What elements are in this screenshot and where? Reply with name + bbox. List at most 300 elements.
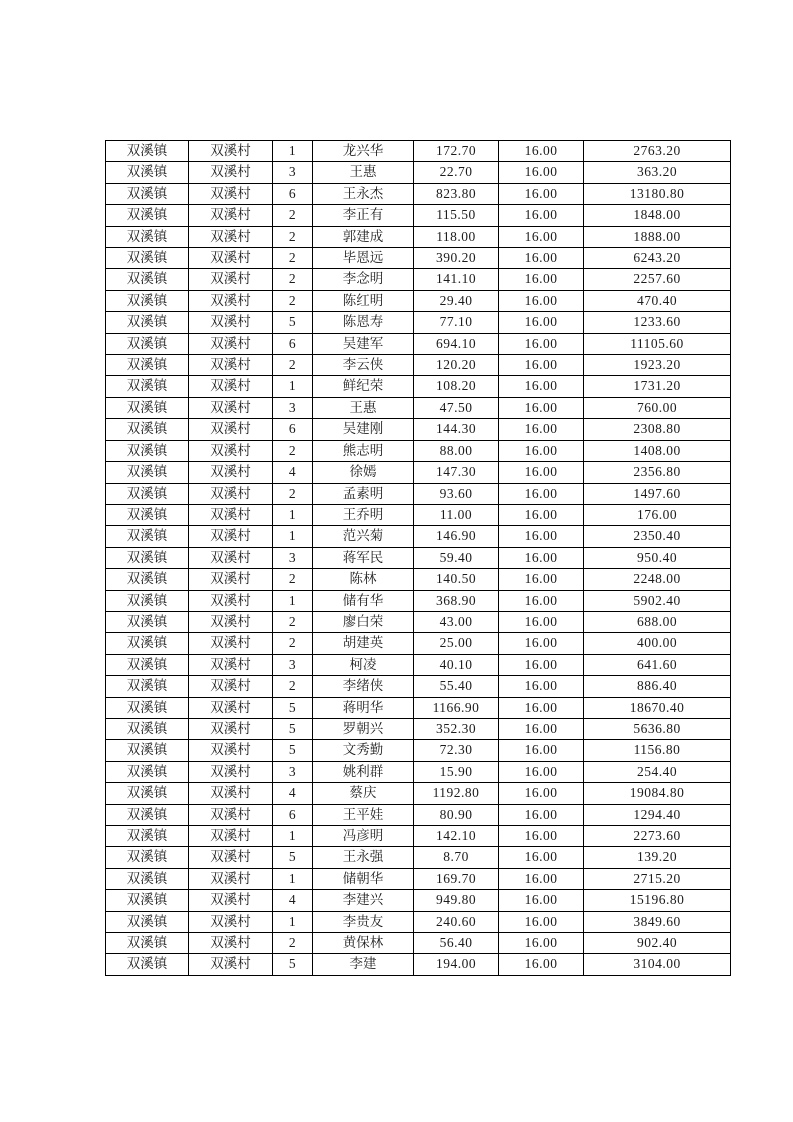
amount-cell: 169.70 xyxy=(414,868,499,889)
village-cell: 双溪村 xyxy=(189,248,273,269)
rate-cell: 16.00 xyxy=(499,526,584,547)
group-cell: 1 xyxy=(273,911,313,932)
town-cell: 双溪镇 xyxy=(106,462,189,483)
rate-cell: 16.00 xyxy=(499,654,584,675)
town-cell: 双溪镇 xyxy=(106,183,189,204)
total-cell: 2248.00 xyxy=(584,569,731,590)
table-row xyxy=(106,569,731,590)
group-cell: 2 xyxy=(273,611,313,632)
amount-cell: 146.90 xyxy=(414,526,499,547)
amount-cell: 240.60 xyxy=(414,911,499,932)
table-row xyxy=(106,697,731,718)
amount-cell: 29.40 xyxy=(414,290,499,311)
group-cell: 3 xyxy=(273,761,313,782)
name-cell: 王永强 xyxy=(313,847,414,868)
rate-cell: 16.00 xyxy=(499,676,584,697)
group-cell: 4 xyxy=(273,783,313,804)
amount-cell: 72.30 xyxy=(414,740,499,761)
amount-cell: 25.00 xyxy=(414,633,499,654)
village-cell: 双溪村 xyxy=(189,376,273,397)
rate-cell: 16.00 xyxy=(499,868,584,889)
table-row xyxy=(106,761,731,782)
village-cell: 双溪村 xyxy=(189,847,273,868)
group-cell: 1 xyxy=(273,526,313,547)
total-cell: 2763.20 xyxy=(584,141,731,162)
group-cell: 2 xyxy=(273,248,313,269)
village-cell: 双溪村 xyxy=(189,162,273,183)
town-cell: 双溪镇 xyxy=(106,333,189,354)
table-row xyxy=(106,783,731,804)
table-row xyxy=(106,162,731,183)
table-row xyxy=(106,547,731,568)
town-cell: 双溪镇 xyxy=(106,483,189,504)
village-cell: 双溪村 xyxy=(189,290,273,311)
village-cell: 双溪村 xyxy=(189,141,273,162)
group-cell: 5 xyxy=(273,697,313,718)
total-cell: 1848.00 xyxy=(584,205,731,226)
group-cell: 1 xyxy=(273,141,313,162)
town-cell: 双溪镇 xyxy=(106,740,189,761)
amount-cell: 147.30 xyxy=(414,462,499,483)
group-cell: 6 xyxy=(273,333,313,354)
name-cell: 郭建成 xyxy=(313,226,414,247)
total-cell: 363.20 xyxy=(584,162,731,183)
rate-cell: 16.00 xyxy=(499,569,584,590)
name-cell: 王平娃 xyxy=(313,804,414,825)
total-cell: 3849.60 xyxy=(584,911,731,932)
table-row xyxy=(106,718,731,739)
amount-cell: 352.30 xyxy=(414,718,499,739)
village-cell: 双溪村 xyxy=(189,611,273,632)
total-cell: 1497.60 xyxy=(584,483,731,504)
name-cell: 陈恩寿 xyxy=(313,312,414,333)
town-cell: 双溪镇 xyxy=(106,205,189,226)
amount-cell: 390.20 xyxy=(414,248,499,269)
total-cell: 950.40 xyxy=(584,547,731,568)
table-row xyxy=(106,740,731,761)
group-cell: 2 xyxy=(273,569,313,590)
town-cell: 双溪镇 xyxy=(106,590,189,611)
village-cell: 双溪村 xyxy=(189,761,273,782)
total-cell: 2715.20 xyxy=(584,868,731,889)
total-cell: 400.00 xyxy=(584,633,731,654)
rate-cell: 16.00 xyxy=(499,141,584,162)
name-cell: 孟素明 xyxy=(313,483,414,504)
name-cell: 黄保林 xyxy=(313,933,414,954)
town-cell: 双溪镇 xyxy=(106,718,189,739)
total-cell: 641.60 xyxy=(584,654,731,675)
rate-cell: 16.00 xyxy=(499,483,584,504)
village-cell: 双溪村 xyxy=(189,868,273,889)
name-cell: 吴建刚 xyxy=(313,419,414,440)
town-cell: 双溪镇 xyxy=(106,633,189,654)
table-row xyxy=(106,248,731,269)
name-cell: 王惠 xyxy=(313,162,414,183)
name-cell: 徐嫣 xyxy=(313,462,414,483)
table-row xyxy=(106,355,731,376)
table-row xyxy=(106,440,731,461)
group-cell: 1 xyxy=(273,868,313,889)
name-cell: 熊志明 xyxy=(313,440,414,461)
name-cell: 李贵友 xyxy=(313,911,414,932)
rate-cell: 16.00 xyxy=(499,783,584,804)
name-cell: 龙兴华 xyxy=(313,141,414,162)
group-cell: 4 xyxy=(273,462,313,483)
amount-cell: 141.10 xyxy=(414,269,499,290)
town-cell: 双溪镇 xyxy=(106,761,189,782)
town-cell: 双溪镇 xyxy=(106,547,189,568)
group-cell: 1 xyxy=(273,590,313,611)
name-cell: 李绪侠 xyxy=(313,676,414,697)
amount-cell: 77.10 xyxy=(414,312,499,333)
group-cell: 2 xyxy=(273,290,313,311)
village-cell: 双溪村 xyxy=(189,483,273,504)
town-cell: 双溪镇 xyxy=(106,290,189,311)
table-row xyxy=(106,804,731,825)
village-cell: 双溪村 xyxy=(189,826,273,847)
town-cell: 双溪镇 xyxy=(106,504,189,525)
table-row xyxy=(106,141,731,162)
amount-cell: 11.00 xyxy=(414,504,499,525)
table-row xyxy=(106,462,731,483)
table-row xyxy=(106,526,731,547)
total-cell: 1888.00 xyxy=(584,226,731,247)
table-row xyxy=(106,890,731,911)
name-cell: 毕恩远 xyxy=(313,248,414,269)
village-cell: 双溪村 xyxy=(189,504,273,525)
amount-cell: 120.20 xyxy=(414,355,499,376)
amount-cell: 88.00 xyxy=(414,440,499,461)
total-cell: 2257.60 xyxy=(584,269,731,290)
group-cell: 2 xyxy=(273,933,313,954)
amount-cell: 8.70 xyxy=(414,847,499,868)
rate-cell: 16.00 xyxy=(499,826,584,847)
amount-cell: 144.30 xyxy=(414,419,499,440)
group-cell: 2 xyxy=(273,205,313,226)
group-cell: 3 xyxy=(273,654,313,675)
name-cell: 陈红明 xyxy=(313,290,414,311)
name-cell: 蒋明华 xyxy=(313,697,414,718)
amount-cell: 115.50 xyxy=(414,205,499,226)
village-cell: 双溪村 xyxy=(189,183,273,204)
name-cell: 王惠 xyxy=(313,397,414,418)
name-cell: 李建 xyxy=(313,954,414,975)
name-cell: 冯彦明 xyxy=(313,826,414,847)
amount-cell: 80.90 xyxy=(414,804,499,825)
town-cell: 双溪镇 xyxy=(106,697,189,718)
rate-cell: 16.00 xyxy=(499,804,584,825)
table-row xyxy=(106,911,731,932)
group-cell: 1 xyxy=(273,826,313,847)
rate-cell: 16.00 xyxy=(499,162,584,183)
amount-cell: 1166.90 xyxy=(414,697,499,718)
rate-cell: 16.00 xyxy=(499,248,584,269)
name-cell: 李建兴 xyxy=(313,890,414,911)
group-cell: 5 xyxy=(273,312,313,333)
rate-cell: 16.00 xyxy=(499,697,584,718)
total-cell: 1156.80 xyxy=(584,740,731,761)
town-cell: 双溪镇 xyxy=(106,419,189,440)
total-cell: 18670.40 xyxy=(584,697,731,718)
table-row xyxy=(106,504,731,525)
amount-cell: 142.10 xyxy=(414,826,499,847)
total-cell: 3104.00 xyxy=(584,954,731,975)
amount-cell: 47.50 xyxy=(414,397,499,418)
amount-cell: 40.10 xyxy=(414,654,499,675)
group-cell: 5 xyxy=(273,954,313,975)
table-row xyxy=(106,847,731,868)
amount-cell: 694.10 xyxy=(414,333,499,354)
town-cell: 双溪镇 xyxy=(106,654,189,675)
table-row xyxy=(106,419,731,440)
rate-cell: 16.00 xyxy=(499,226,584,247)
rate-cell: 16.00 xyxy=(499,290,584,311)
village-cell: 双溪村 xyxy=(189,954,273,975)
town-cell: 双溪镇 xyxy=(106,890,189,911)
village-cell: 双溪村 xyxy=(189,547,273,568)
rate-cell: 16.00 xyxy=(499,333,584,354)
total-cell: 1233.60 xyxy=(584,312,731,333)
total-cell: 1294.40 xyxy=(584,804,731,825)
village-cell: 双溪村 xyxy=(189,740,273,761)
village-cell: 双溪村 xyxy=(189,890,273,911)
group-cell: 5 xyxy=(273,718,313,739)
group-cell: 2 xyxy=(273,269,313,290)
rate-cell: 16.00 xyxy=(499,718,584,739)
village-cell: 双溪村 xyxy=(189,718,273,739)
rate-cell: 16.00 xyxy=(499,504,584,525)
amount-cell: 108.20 xyxy=(414,376,499,397)
total-cell: 176.00 xyxy=(584,504,731,525)
group-cell: 2 xyxy=(273,355,313,376)
table-row xyxy=(106,290,731,311)
rate-cell: 16.00 xyxy=(499,462,584,483)
table-row xyxy=(106,611,731,632)
village-cell: 双溪村 xyxy=(189,933,273,954)
total-cell: 470.40 xyxy=(584,290,731,311)
group-cell: 1 xyxy=(273,504,313,525)
town-cell: 双溪镇 xyxy=(106,397,189,418)
total-cell: 13180.80 xyxy=(584,183,731,204)
total-cell: 254.40 xyxy=(584,761,731,782)
amount-cell: 949.80 xyxy=(414,890,499,911)
amount-cell: 22.70 xyxy=(414,162,499,183)
table-row xyxy=(106,269,731,290)
group-cell: 3 xyxy=(273,547,313,568)
group-cell: 2 xyxy=(273,226,313,247)
name-cell: 蔡庆 xyxy=(313,783,414,804)
town-cell: 双溪镇 xyxy=(106,676,189,697)
total-cell: 2273.60 xyxy=(584,826,731,847)
name-cell: 李念明 xyxy=(313,269,414,290)
town-cell: 双溪镇 xyxy=(106,355,189,376)
table-row xyxy=(106,654,731,675)
name-cell: 李云侠 xyxy=(313,355,414,376)
total-cell: 1731.20 xyxy=(584,376,731,397)
table-row xyxy=(106,397,731,418)
total-cell: 688.00 xyxy=(584,611,731,632)
table-row xyxy=(106,633,731,654)
rate-cell: 16.00 xyxy=(499,547,584,568)
rate-cell: 16.00 xyxy=(499,911,584,932)
town-cell: 双溪镇 xyxy=(106,933,189,954)
town-cell: 双溪镇 xyxy=(106,783,189,804)
group-cell: 6 xyxy=(273,804,313,825)
total-cell: 11105.60 xyxy=(584,333,731,354)
village-cell: 双溪村 xyxy=(189,654,273,675)
rate-cell: 16.00 xyxy=(499,611,584,632)
village-cell: 双溪村 xyxy=(189,269,273,290)
rate-cell: 16.00 xyxy=(499,312,584,333)
amount-cell: 93.60 xyxy=(414,483,499,504)
table-row xyxy=(106,205,731,226)
town-cell: 双溪镇 xyxy=(106,847,189,868)
amount-cell: 368.90 xyxy=(414,590,499,611)
rate-cell: 16.00 xyxy=(499,376,584,397)
amount-cell: 56.40 xyxy=(414,933,499,954)
village-cell: 双溪村 xyxy=(189,333,273,354)
group-cell: 2 xyxy=(273,483,313,504)
rate-cell: 16.00 xyxy=(499,740,584,761)
village-cell: 双溪村 xyxy=(189,419,273,440)
village-cell: 双溪村 xyxy=(189,226,273,247)
amount-cell: 59.40 xyxy=(414,547,499,568)
rate-cell: 16.00 xyxy=(499,397,584,418)
total-cell: 902.40 xyxy=(584,933,731,954)
village-cell: 双溪村 xyxy=(189,205,273,226)
total-cell: 6243.20 xyxy=(584,248,731,269)
amount-cell: 140.50 xyxy=(414,569,499,590)
town-cell: 双溪镇 xyxy=(106,312,189,333)
group-cell: 1 xyxy=(273,376,313,397)
name-cell: 范兴菊 xyxy=(313,526,414,547)
table-row xyxy=(106,933,731,954)
total-cell: 2356.80 xyxy=(584,462,731,483)
village-cell: 双溪村 xyxy=(189,526,273,547)
village-cell: 双溪村 xyxy=(189,676,273,697)
group-cell: 2 xyxy=(273,440,313,461)
name-cell: 胡建英 xyxy=(313,633,414,654)
group-cell: 6 xyxy=(273,183,313,204)
rate-cell: 16.00 xyxy=(499,954,584,975)
group-cell: 2 xyxy=(273,676,313,697)
total-cell: 19084.80 xyxy=(584,783,731,804)
rate-cell: 16.00 xyxy=(499,847,584,868)
village-cell: 双溪村 xyxy=(189,569,273,590)
table-row xyxy=(106,590,731,611)
name-cell: 储有华 xyxy=(313,590,414,611)
amount-cell: 43.00 xyxy=(414,611,499,632)
town-cell: 双溪镇 xyxy=(106,269,189,290)
table-row xyxy=(106,676,731,697)
amount-cell: 172.70 xyxy=(414,141,499,162)
rate-cell: 16.00 xyxy=(499,590,584,611)
rate-cell: 16.00 xyxy=(499,440,584,461)
group-cell: 6 xyxy=(273,419,313,440)
total-cell: 760.00 xyxy=(584,397,731,418)
group-cell: 3 xyxy=(273,397,313,418)
table-row xyxy=(106,868,731,889)
village-cell: 双溪村 xyxy=(189,397,273,418)
town-cell: 双溪镇 xyxy=(106,376,189,397)
table-body xyxy=(106,141,731,976)
village-cell: 双溪村 xyxy=(189,462,273,483)
table-row xyxy=(106,483,731,504)
amount-cell: 118.00 xyxy=(414,226,499,247)
total-cell: 1408.00 xyxy=(584,440,731,461)
amount-cell: 194.00 xyxy=(414,954,499,975)
rate-cell: 16.00 xyxy=(499,761,584,782)
rate-cell: 16.00 xyxy=(499,890,584,911)
table-row xyxy=(106,826,731,847)
table-row xyxy=(106,376,731,397)
total-cell: 1923.20 xyxy=(584,355,731,376)
table-row xyxy=(106,954,731,975)
rate-cell: 16.00 xyxy=(499,183,584,204)
name-cell: 陈林 xyxy=(313,569,414,590)
group-cell: 2 xyxy=(273,633,313,654)
village-cell: 双溪村 xyxy=(189,697,273,718)
total-cell: 2350.40 xyxy=(584,526,731,547)
amount-cell: 1192.80 xyxy=(414,783,499,804)
town-cell: 双溪镇 xyxy=(106,611,189,632)
village-cell: 双溪村 xyxy=(189,804,273,825)
town-cell: 双溪镇 xyxy=(106,440,189,461)
total-cell: 5902.40 xyxy=(584,590,731,611)
name-cell: 文秀勤 xyxy=(313,740,414,761)
town-cell: 双溪镇 xyxy=(106,804,189,825)
amount-cell: 823.80 xyxy=(414,183,499,204)
name-cell: 柯凌 xyxy=(313,654,414,675)
town-cell: 双溪镇 xyxy=(106,248,189,269)
table-row xyxy=(106,312,731,333)
town-cell: 双溪镇 xyxy=(106,569,189,590)
name-cell: 廖白荣 xyxy=(313,611,414,632)
total-cell: 15196.80 xyxy=(584,890,731,911)
table-row xyxy=(106,226,731,247)
group-cell: 5 xyxy=(273,847,313,868)
rate-cell: 16.00 xyxy=(499,205,584,226)
rate-cell: 16.00 xyxy=(499,355,584,376)
town-cell: 双溪镇 xyxy=(106,826,189,847)
name-cell: 李正有 xyxy=(313,205,414,226)
group-cell: 4 xyxy=(273,890,313,911)
rate-cell: 16.00 xyxy=(499,633,584,654)
village-cell: 双溪村 xyxy=(189,355,273,376)
village-cell: 双溪村 xyxy=(189,911,273,932)
table-row xyxy=(106,183,731,204)
town-cell: 双溪镇 xyxy=(106,162,189,183)
name-cell: 储朝华 xyxy=(313,868,414,889)
name-cell: 王永杰 xyxy=(313,183,414,204)
subsidy-table xyxy=(105,140,731,976)
town-cell: 双溪镇 xyxy=(106,868,189,889)
group-cell: 5 xyxy=(273,740,313,761)
town-cell: 双溪镇 xyxy=(106,141,189,162)
amount-cell: 15.90 xyxy=(414,761,499,782)
town-cell: 双溪镇 xyxy=(106,954,189,975)
total-cell: 886.40 xyxy=(584,676,731,697)
name-cell: 鲜纪荣 xyxy=(313,376,414,397)
rate-cell: 16.00 xyxy=(499,419,584,440)
name-cell: 吴建军 xyxy=(313,333,414,354)
name-cell: 罗朝兴 xyxy=(313,718,414,739)
table-row xyxy=(106,333,731,354)
amount-cell: 55.40 xyxy=(414,676,499,697)
total-cell: 5636.80 xyxy=(584,718,731,739)
town-cell: 双溪镇 xyxy=(106,526,189,547)
village-cell: 双溪村 xyxy=(189,633,273,654)
